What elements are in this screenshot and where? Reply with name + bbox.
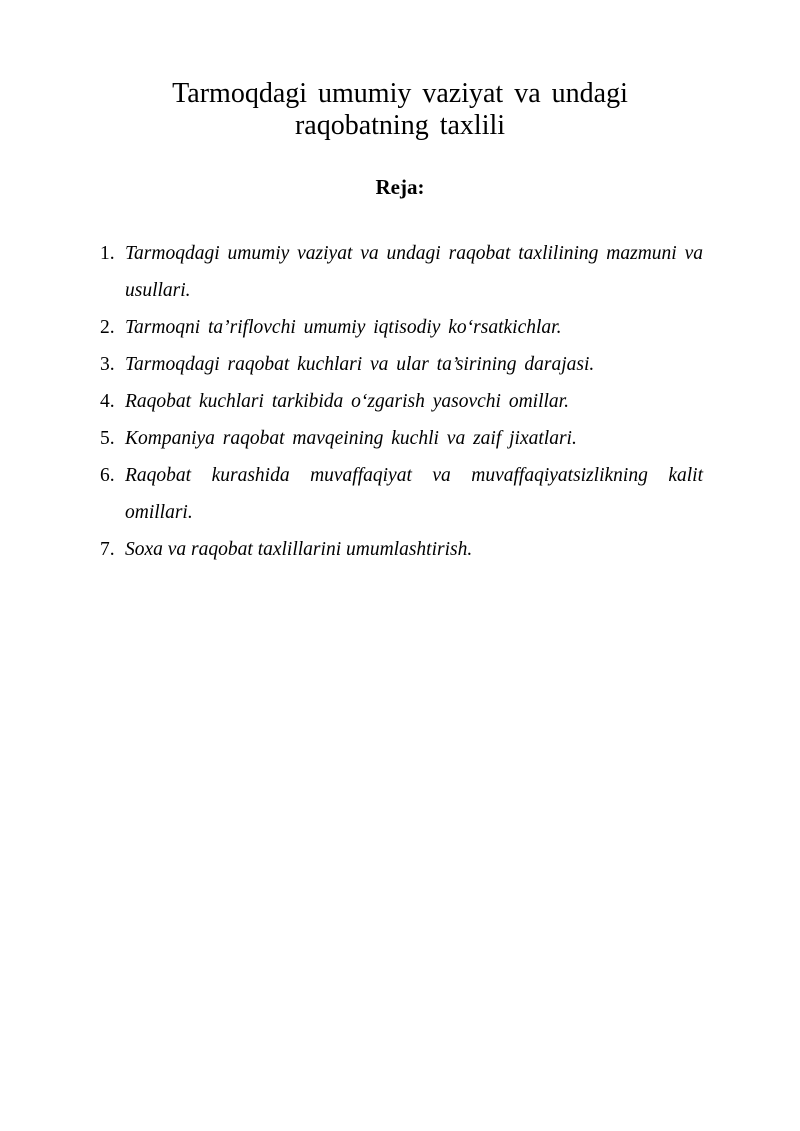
plan-heading: Reja:: [375, 175, 425, 199]
plan-item-text: Kompaniya raqobat mavqeining kuchli va zaif jixatlari.: [125, 428, 577, 449]
title-line-2: raqobatning taxlili: [294, 110, 506, 141]
plan-item-number: 6.: [100, 465, 115, 486]
plan-item-text: Soxa va raqobat taxlillarini umumlashtirish.: [125, 539, 473, 560]
plan-item-number: 5.: [100, 428, 115, 449]
plan-item-text: Raqobat kurashida muvaffaqiyat va muvaffaqiyatsizlikning kalit omillari.: [125, 465, 703, 523]
plan-item-text: Tarmoqdagi umumiy vaziyat va undagi raqobat taxlilining mazmuni va usullari.: [125, 243, 703, 301]
plan-item-text: Tarmoqni ta’riflovchi umumiy iqtisodiy ko‘rsatkichlar.: [125, 317, 562, 338]
plan-item-number: 2.: [100, 317, 115, 338]
title-line-1: Tarmoqdagi umumiy vaziyat va undagi: [172, 78, 628, 109]
document-title: [100, 78, 700, 142]
plan-item: [100, 420, 703, 457]
plan-item-text: Tarmoqdagi raqobat kuchlari va ular ta’sirining darajasi.: [125, 354, 595, 375]
plan-item-text: Raqobat kuchlari tarkibida o‘zgarish yasovchi omillar.: [125, 391, 569, 412]
plan-item-number: 4.: [100, 391, 115, 412]
plan-item-number: 1.: [100, 243, 115, 264]
plan-item-number: 3.: [100, 354, 115, 375]
plan-item: [100, 457, 703, 531]
plan-item: [100, 346, 703, 383]
plan-item: [100, 235, 703, 309]
plan-item: [100, 309, 703, 346]
plan-item: [100, 383, 703, 420]
plan-item-number: 7.: [100, 539, 115, 560]
plan-list: [100, 235, 703, 568]
plan-item: [100, 531, 703, 568]
